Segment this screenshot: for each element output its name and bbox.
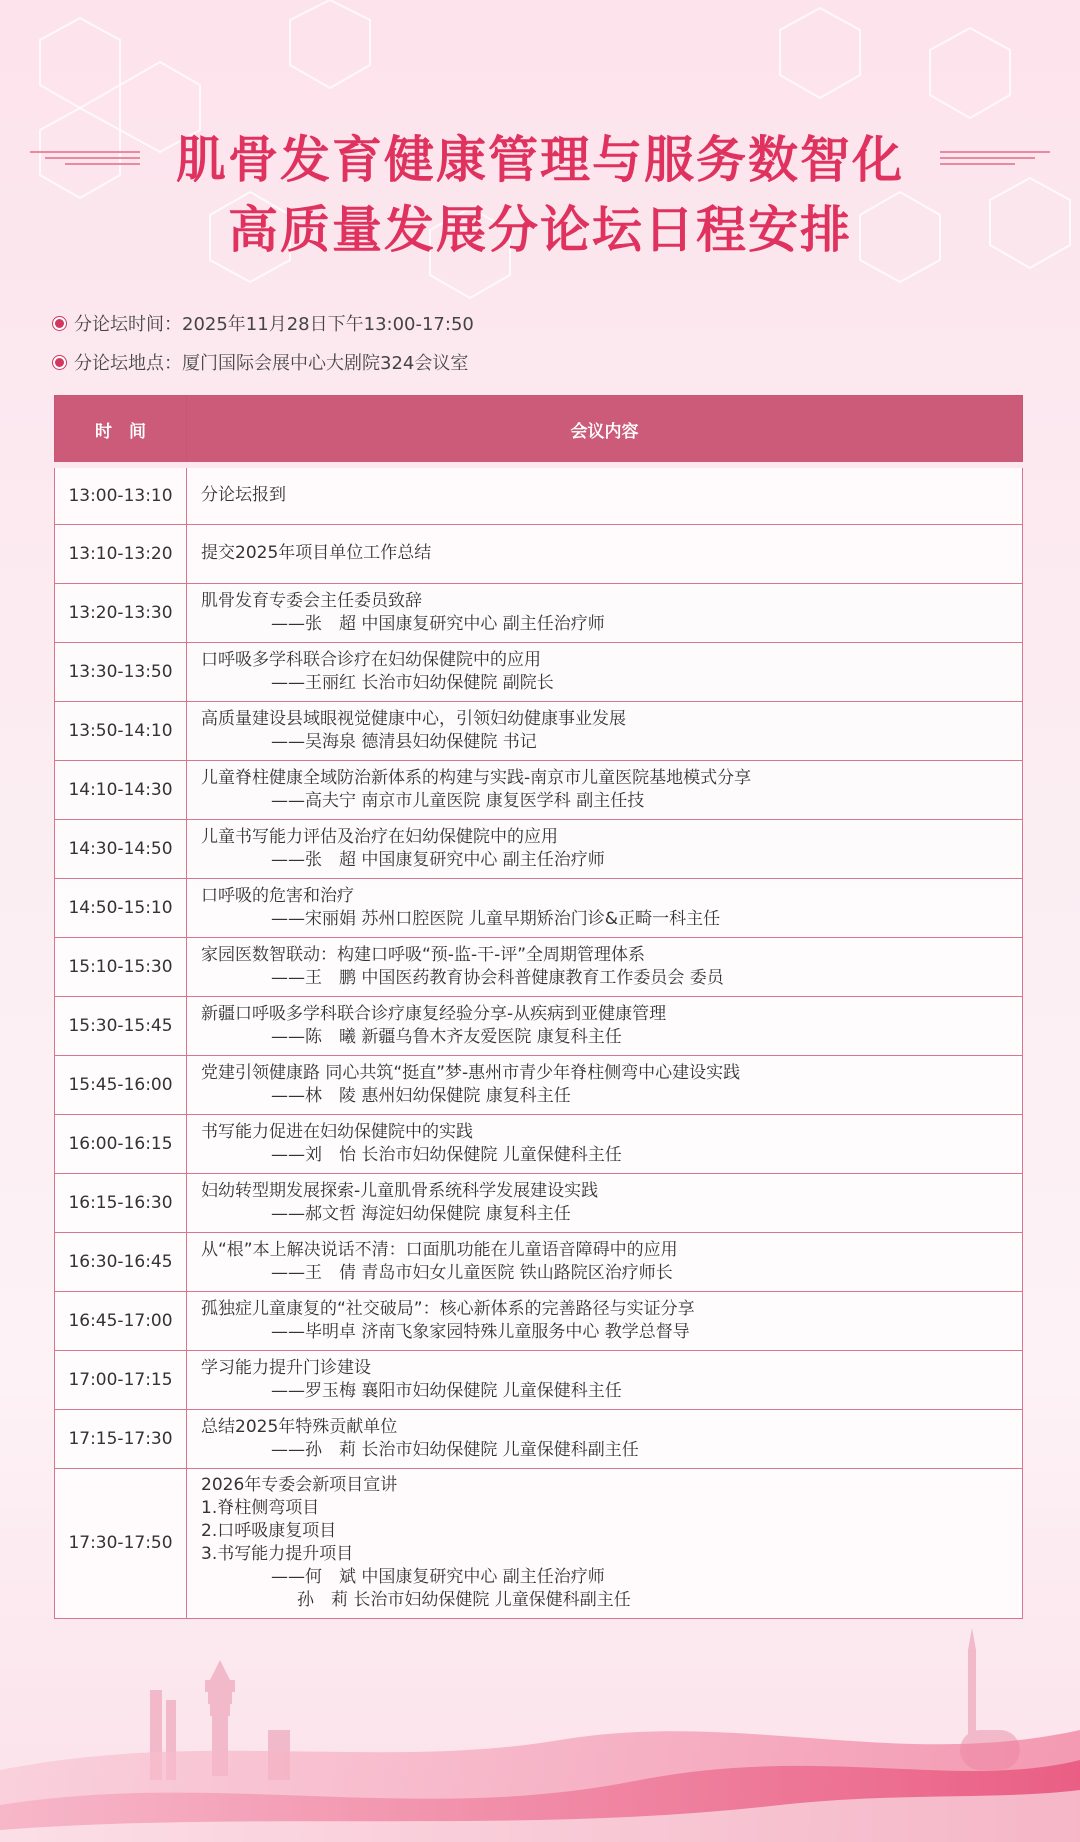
row-content [187,819,1023,878]
row-content [187,583,1023,642]
table-row [55,1055,1023,1114]
row-time: 15:30-15:45 [55,996,187,1055]
row-content [187,1173,1023,1232]
row-topic: 从“根”本上解决说话不清：口面肌功能在儿童语音障碍中的应用 [201,1239,678,1260]
row-time: 17:30-17:50 [55,1468,187,1618]
row-topic: 分论坛报到 [201,485,286,506]
table-row [55,465,1023,524]
row-time: 16:30-16:45 [55,1232,187,1291]
row-content [187,1350,1023,1409]
row-topic: 妇幼转型期发展探索-儿童肌骨系统科学发展建设实践 [201,1180,599,1201]
row-topic: 口呼吸多学科联合诊疗在妇幼保健院中的应用 [201,649,541,670]
row-speaker: ——王 鹏 中国医药教育协会科普健康教育工作委员会 委员 [271,967,724,988]
row-topic: 孤独症儿童康复的“社交破局”：核心新体系的完善路径与实证分享 [201,1298,695,1319]
row-time: 13:00-13:10 [55,465,187,524]
row-speaker: ——宋丽娟 苏州口腔医院 儿童早期矫治门诊&正畸一科主任 [271,908,721,929]
row-time: 14:30-14:50 [55,819,187,878]
table-row [55,996,1023,1055]
bullet-dot-icon [55,319,64,328]
row-topic-item: 3.书写能力提升项目 [201,1544,354,1564]
row-speaker: ——罗玉梅 襄阳市妇幼保健院 儿童保健科主任 [271,1380,622,1401]
row-speaker: ——林 陵 惠州妇幼保健院 康复科主任 [271,1085,571,1106]
table-row [55,937,1023,996]
row-topic: 2026年专委会新项目宣讲 [201,1475,398,1495]
table-row [55,878,1023,937]
row-topic: 口呼吸的危害和治疗 [201,885,354,906]
row-content [187,701,1023,760]
row-time: 13:20-13:30 [55,583,187,642]
row-content [187,524,1023,583]
row-time: 13:30-13:50 [55,642,187,701]
table-row [55,1468,1023,1618]
row-content [187,760,1023,819]
row-topic: 高质量建设县域眼视觉健康中心，引领妇幼健康事业发展 [201,708,626,729]
row-speaker: ——吴海泉 德清县妇幼保健院 书记 [271,731,537,752]
row-content [187,1468,1023,1618]
row-topic-item: 2.口呼吸康复项目 [201,1521,337,1541]
row-topic: 肌骨发育专委会主任委员致辞 [201,590,422,611]
row-speaker: ——陈 曦 新疆乌鲁木齐友爱医院 康复科主任 [271,1026,622,1047]
forum-time-value: 2025年11月28日下午13:00-17:50 [182,314,474,335]
city-skyline-wave-decoration [0,1620,1080,1842]
row-time: 13:10-13:20 [55,524,187,583]
header-time: 时 间 [55,396,187,466]
row-content [187,937,1023,996]
table-row [55,819,1023,878]
row-time: 15:10-15:30 [55,937,187,996]
table-row [55,1232,1023,1291]
bullet-dot-icon [55,358,64,367]
row-time: 16:00-16:15 [55,1114,187,1173]
row-topic: 书写能力促进在妇幼保健院中的实践 [201,1121,473,1142]
row-speaker: ——刘 怡 长治市妇幼保健院 儿童保健科主任 [271,1144,622,1165]
row-time: 15:45-16:00 [55,1055,187,1114]
row-content [187,1055,1023,1114]
header-content: 会议内容 [187,396,1023,466]
forum-place-label: 分论坛地点： [74,353,182,374]
table-row [55,1291,1023,1350]
row-content [187,878,1023,937]
row-time: 17:15-17:30 [55,1409,187,1468]
row-topic: 儿童脊柱健康全域防治新体系的构建与实践-南京市儿童医院基地模式分享 [201,767,752,788]
row-time: 14:10-14:30 [55,760,187,819]
table-row [55,583,1023,642]
table-row [55,760,1023,819]
forum-time-label: 分论坛时间： [74,314,182,335]
forum-place-info [55,349,468,375]
forum-place-value: 厦门国际会展中心大剧院324会议室 [182,353,469,374]
row-time: 17:00-17:15 [55,1350,187,1409]
table-header-row [55,396,1023,466]
row-speaker-2: 孙 莉 长治市妇幼保健院 儿童保健科副主任 [297,1590,631,1610]
table-row [55,1173,1023,1232]
row-speaker: ——何 斌 中国康复研究中心 副主任治疗师 [271,1567,605,1587]
row-speaker: ——高夫宁 南京市儿童医院 康复医学科 副主任技 [271,790,645,811]
page-title [0,125,1080,265]
row-topic: 学习能力提升门诊建设 [201,1357,371,1378]
row-topic: 总结2025年特殊贡献单位 [201,1416,398,1437]
row-speaker: ——张 超 中国康复研究中心 副主任治疗师 [271,613,605,634]
row-content [187,642,1023,701]
row-time: 16:45-17:00 [55,1291,187,1350]
row-speaker: ——孙 莉 长治市妇幼保健院 儿童保健科副主任 [271,1439,639,1460]
row-content [187,1291,1023,1350]
row-topic: 提交2025年项目单位工作总结 [201,543,432,563]
table-row [55,701,1023,760]
row-time: 14:50-15:10 [55,878,187,937]
schedule-table [54,395,1023,1619]
row-topic: 家园医数智联动：构建口呼吸“预-监-干-评”全周期管理体系 [201,944,646,965]
row-time: 16:15-16:30 [55,1173,187,1232]
table-row [55,1409,1023,1468]
row-speaker: ——王 倩 青岛市妇女儿童医院 铁山路院区治疗师长 [271,1262,673,1283]
row-content [187,1232,1023,1291]
table-row [55,1114,1023,1173]
table-row [55,1350,1023,1409]
row-topic-item: 1.脊柱侧弯项目 [201,1498,320,1518]
table-row [55,642,1023,701]
row-speaker: ——郝文哲 海淀妇幼保健院 康复科主任 [271,1203,571,1224]
row-topic: 儿童书写能力评估及治疗在妇幼保健院中的应用 [201,826,558,847]
title-line-1: 肌骨发育健康管理与服务数智化 [176,131,904,189]
title-line-2: 高质量发展分论坛日程安排 [228,201,852,259]
row-topic: 新疆口呼吸多学科联合诊疗康复经验分享-从疾病到亚健康管理 [201,1003,667,1024]
row-content [187,1409,1023,1468]
table-row [55,524,1023,583]
row-speaker: ——王丽红 长治市妇幼保健院 副院长 [271,672,554,693]
row-content [187,465,1023,524]
forum-time-info [55,310,474,336]
row-topic: 党建引领健康路 同心共筑“挺直”梦-惠州市青少年脊柱侧弯中心建设实践 [201,1062,741,1083]
row-time: 13:50-14:10 [55,701,187,760]
row-content [187,1114,1023,1173]
row-speaker: ——毕明卓 济南飞象家园特殊儿童服务中心 教学总督导 [271,1321,690,1342]
row-content [187,996,1023,1055]
row-speaker: ——张 超 中国康复研究中心 副主任治疗师 [271,849,605,870]
